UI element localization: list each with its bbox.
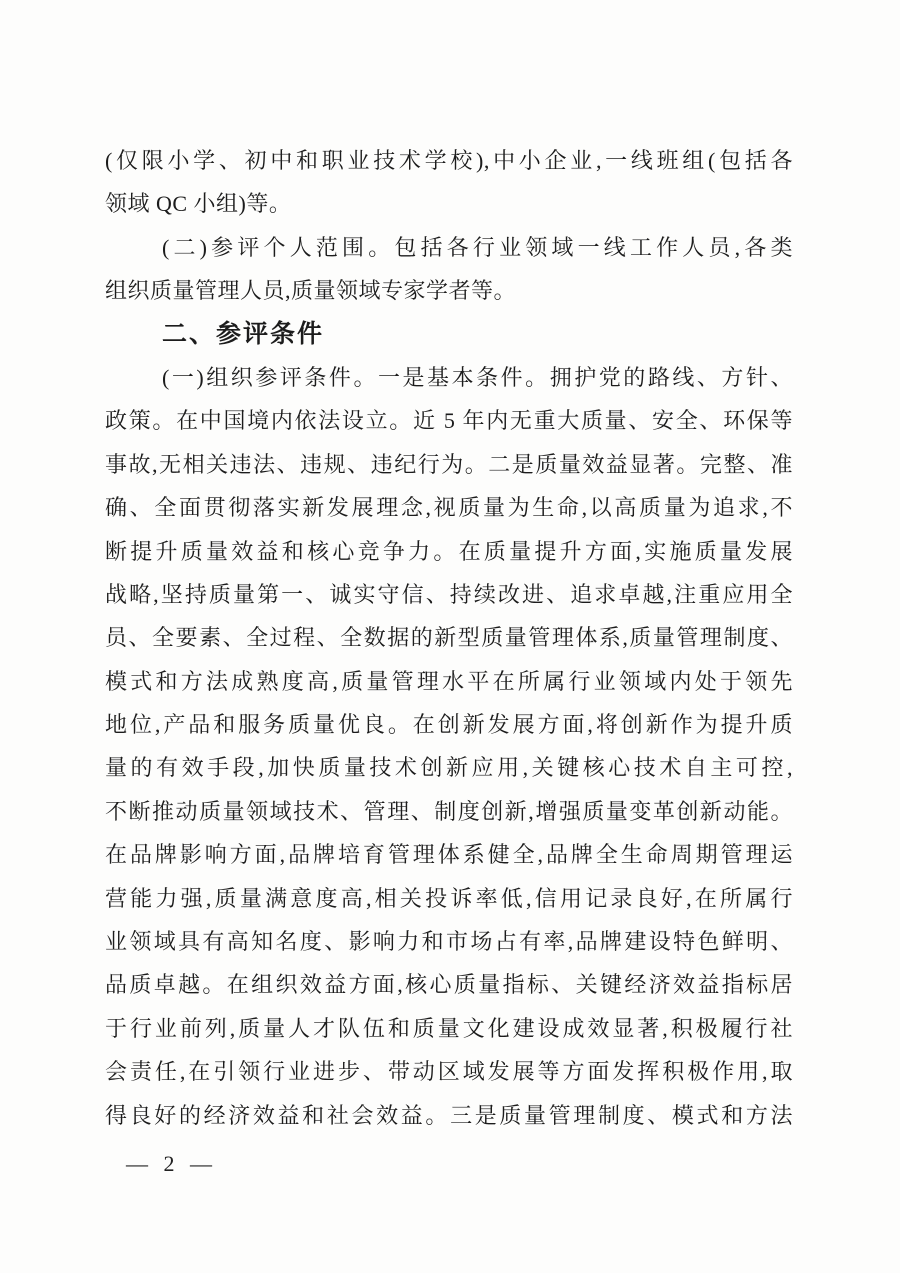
body-line: 模式和方法成熟度高,质量管理水平在所属行业领域内处于领先 xyxy=(105,668,793,694)
body-line: 组织质量管理人员,质量领域专家学者等。 xyxy=(105,278,517,304)
body-line: 营能力强,质量满意度高,相关投诉率低,信用记录良好,在所属行 xyxy=(105,885,793,911)
document-body xyxy=(105,139,793,1137)
body-line: 不断推动质量领域技术、管理、制度创新,增强质量变革创新动能。 xyxy=(105,798,793,824)
body-line: 地位,产品和服务质量优良。在创新发展方面,将创新作为提升质 xyxy=(105,712,793,738)
body-line: (仅限小学、初中和职业技术学校),中小企业,一线班组(包括各 xyxy=(105,148,793,173)
body-line: 领域 QC 小组)等。 xyxy=(105,191,292,217)
body-line: 战略,坚持质量第一、诚实守信、持续改进、追求卓越,注重应用全 xyxy=(105,581,793,607)
body-line: 于行业前列,质量人才队伍和质量文化建设成效显著,积极履行社 xyxy=(105,1015,793,1041)
body-line: 业领域具有高知名度、影响力和市场占有率,品牌建设特色鲜明、 xyxy=(105,929,793,955)
section-heading: 二、参评条件 xyxy=(162,319,325,348)
body-line: 员、全要素、全过程、全数据的新型质量管理体系,质量管理制度、 xyxy=(105,625,793,651)
page-number: — 2 — xyxy=(126,1151,217,1176)
body-line: 量的有效手段,加快质量技术创新应用,关键核心技术自主可控, xyxy=(105,755,793,781)
body-line: 确、全面贯彻落实新发展理念,视质量为生命,以高质量为追求,不 xyxy=(105,495,793,521)
body-line: 事故,无相关违法、违规、违纪行为。二是质量效益显著。完整、准 xyxy=(105,451,793,477)
body-line: 品质卓越。在组织效益方面,核心质量指标、关键经济效益指标居 xyxy=(105,972,793,998)
body-line: 得良好的经济效益和社会效益。三是质量管理制度、模式和方法 xyxy=(105,1102,793,1128)
body-line: 政策。在中国境内依法设立。近 5 年内无重大质量、安全、环保等 xyxy=(105,408,793,434)
body-line: (一)组织参评条件。一是基本条件。拥护党的路线、方针、 xyxy=(162,364,793,390)
body-line: 在品牌影响方面,品牌培育管理体系健全,品牌全生命周期管理运 xyxy=(105,842,793,868)
body-line: 断提升质量效益和核心竞争力。在质量提升方面,实施质量发展 xyxy=(105,538,793,564)
body-line: 会责任,在引领行业进步、带动区域发展等方面发挥积极作用,取 xyxy=(105,1059,793,1085)
body-line: (二)参评个人范围。包括各行业领域一线工作人员,各类 xyxy=(162,234,793,260)
